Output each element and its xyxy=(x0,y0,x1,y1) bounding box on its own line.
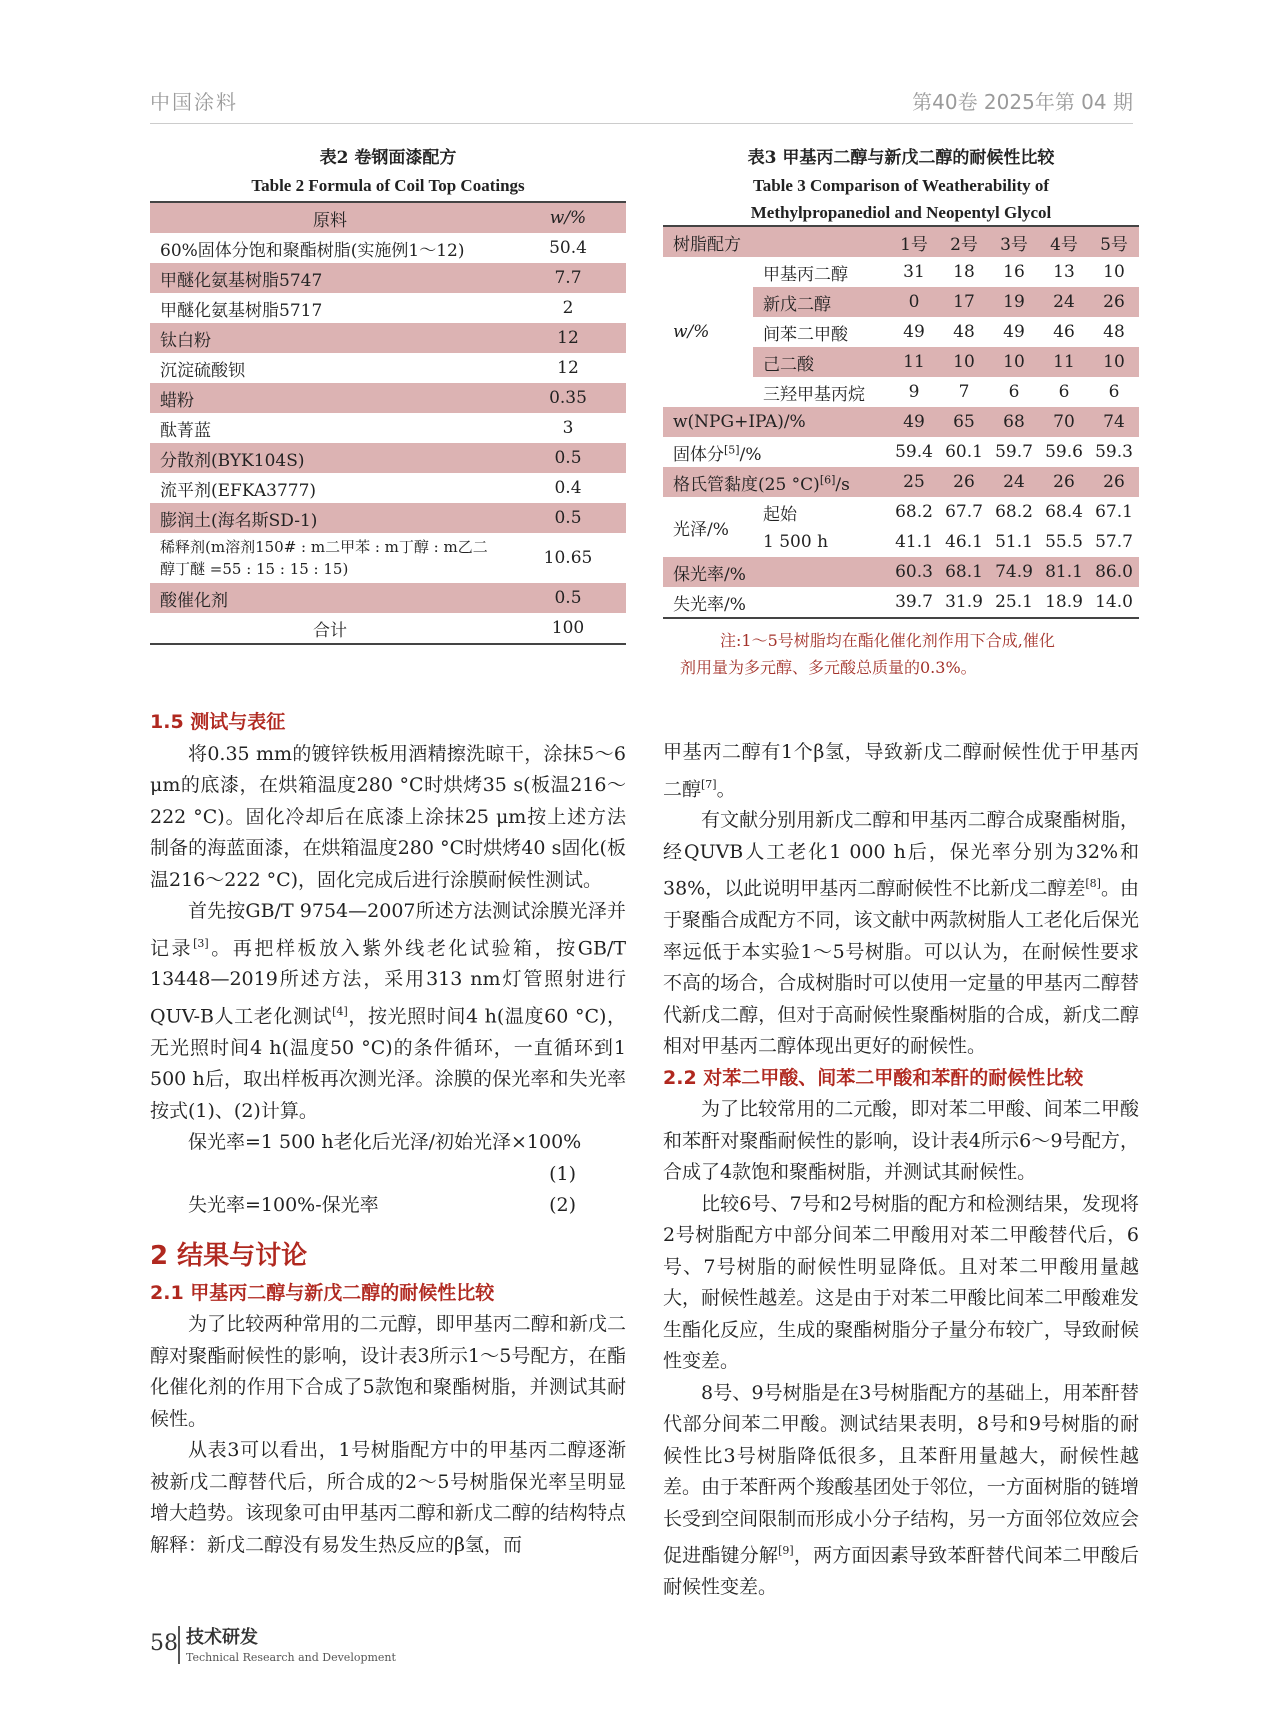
table2-row xyxy=(150,323,626,353)
table2-col-material: 原料 xyxy=(150,202,510,233)
table2-value: 0.5 xyxy=(510,503,626,533)
table2-row xyxy=(150,383,626,413)
table2-caption-cn: 表2 卷钢面漆配方 xyxy=(319,148,457,168)
table2-row xyxy=(150,233,626,263)
table3-loss-row-value: 25.1 xyxy=(989,587,1039,618)
table3-col-formula: 树脂配方 xyxy=(663,226,889,257)
visc-label-text: 格氏管黏度(25 °C) xyxy=(673,474,820,495)
table3-comp-value: 6 xyxy=(1108,382,1120,402)
table3-gloss-1500-value: 57.7 xyxy=(1095,532,1133,552)
table2-value: 0.5 xyxy=(510,583,626,613)
table3-note-line2: 剂用量为多元醇、多元酸总质量的0.3%。 xyxy=(680,658,977,677)
table3-note-line1: 注:1～5号树脂均在酯化催化剂作用下合成,催化 xyxy=(720,631,1055,650)
right-para-1: 甲基丙二醇有1个β氢，导致新戊二醇耐候性优于甲基丙二醇[7]。 xyxy=(663,741,1139,800)
table3-gloss-1500-value: 46.1 xyxy=(945,532,983,552)
table3-gloss-1500-value: 51.1 xyxy=(995,532,1033,552)
table3-comp-value: 46 xyxy=(1053,322,1075,342)
table3-comp-value: 6 xyxy=(1008,382,1020,402)
section-2-2-heading: 2.2 对苯二甲酸、间苯二甲酸和苯酐的耐候性比较 xyxy=(663,1066,1084,1089)
left-para-4: 从表3可以看出，1号树脂配方中的甲基丙二醇逐渐被新戊二醇替代后，所合成的2～5号树脂保光率呈明显增大趋势。该现象可由甲基丙二醇和新戊二醇的结构特点解释：新戊二醇没有易发生热反应的β氢，而 xyxy=(150,1439,626,1556)
table2-row xyxy=(150,443,626,473)
footer-divider xyxy=(178,1626,180,1664)
table2-row xyxy=(150,263,626,293)
table3-gloss-start-value: 68.2 xyxy=(995,502,1033,522)
table3-comp-value: 18 xyxy=(953,262,975,282)
table3-solid-row-label xyxy=(663,437,889,467)
table3-comp-row xyxy=(663,257,1139,287)
table3-loss-row-value: 39.7 xyxy=(889,587,939,618)
solid-unit: /% xyxy=(739,444,762,465)
table3-col-2: 2号 xyxy=(939,226,989,257)
table3-retention-row xyxy=(663,557,1139,587)
table3-col-3: 3号 xyxy=(989,226,1039,257)
table3-npg-row xyxy=(663,407,1139,437)
table3-npg-row-value: 68 xyxy=(989,407,1039,437)
table3-comp-value: 7 xyxy=(958,382,970,402)
table3-w-label: w/% xyxy=(673,322,710,342)
left-para-2: 首先按GB/T 9754—2007所述方法测试涂膜光泽并记录[3]。再把样板放入紫外线老化试验箱，按GB/T 13448—2019所述方法，采用313 nm灯管照射进行QUV-B人工老化测试[4]，按光照时间4 h(温度60 °C)，无光照时间4 h(温度50 °C)的条件循环，一直循环到1 500 h后，取出样板再次测光泽。涂膜的保光率和失光率按式(1)、(2)计算。 xyxy=(150,900,626,1122)
table2-row xyxy=(150,353,626,383)
equation-1: 保光率=1 500 h老化后光泽/初始光泽×100% xyxy=(188,1131,582,1154)
table2-row xyxy=(150,413,626,443)
table2-material: 酸催化剂 xyxy=(150,583,510,613)
table3-comp-value: 0 xyxy=(889,287,939,317)
table2-row xyxy=(150,583,626,613)
table3-retention-row-value: 81.1 xyxy=(1039,557,1089,587)
table2-row xyxy=(150,473,626,503)
table3-retention-row-value: 68.1 xyxy=(939,557,989,587)
table3-npg-row-value: 74 xyxy=(1089,407,1139,437)
right-column xyxy=(663,737,1139,1603)
table2-value: 12 xyxy=(510,323,626,353)
table3-gloss-1500-label: 1 500 h xyxy=(763,532,829,552)
table3-comp-value: 6 xyxy=(1058,382,1070,402)
solid-label-text: 固体分 xyxy=(673,444,724,465)
table3-comp-value: 10 xyxy=(1103,262,1125,282)
table2-caption xyxy=(150,145,626,199)
table2-material: 蜡粉 xyxy=(150,383,510,413)
table2-value: 2 xyxy=(562,298,574,318)
footer-section-cn: 技术研发 xyxy=(186,1627,258,1648)
table3-comp-value: 26 xyxy=(1089,287,1139,317)
table3-comp-value: 10 xyxy=(1089,347,1139,377)
table3-solid-row-value: 59.6 xyxy=(1045,442,1083,462)
table3-comp-value: 16 xyxy=(1003,262,1025,282)
table3-comp-value: 48 xyxy=(1103,322,1125,342)
table3-note xyxy=(680,627,1140,681)
table3-comp-name: 己二酸 xyxy=(753,347,889,377)
table3-comp-value: 9 xyxy=(908,382,920,402)
section-2-1-heading: 2.1 甲基丙二醇与新戊二醇的耐候性比较 xyxy=(150,1281,495,1304)
footer-section-en: Technical Research and Development xyxy=(186,1651,396,1664)
table3-visc-row-value: 24 xyxy=(989,467,1039,497)
table2-material: 沉淀硫酸钡 xyxy=(160,360,245,381)
table3-gloss-start-label: 起始 xyxy=(763,504,797,525)
table3-caption-cn: 表3 甲基丙二醇与新戊二醇的耐候性比较 xyxy=(747,148,1055,168)
table3-loss-row xyxy=(663,587,1139,618)
table3-comp-value: 48 xyxy=(953,322,975,342)
table2-row xyxy=(150,533,626,583)
table3-solid-row-value: 59.3 xyxy=(1095,442,1133,462)
table2 xyxy=(150,201,626,645)
table2-row xyxy=(150,503,626,533)
table2-caption-en: Table 2 Formula of Coil Top Coatings xyxy=(251,176,525,195)
table3-comp-name: 甲基丙二醇 xyxy=(763,264,848,285)
section-2-heading: 2 结果与讨论 xyxy=(150,1240,308,1271)
table3-visc-row xyxy=(663,467,1139,497)
visc-unit: /s xyxy=(835,474,850,495)
table3-retention-row-value: 60.3 xyxy=(889,557,939,587)
ref-6: [6] xyxy=(819,472,836,486)
table3-visc-row-value: 26 xyxy=(1089,467,1139,497)
table2-material: 甲醚化氨基树脂5747 xyxy=(150,263,510,293)
ref-3: [3] xyxy=(193,936,209,950)
table2-value: 0.35 xyxy=(510,383,626,413)
table3-caption-en-1: Table 3 Comparison of Weatherability of xyxy=(752,176,1050,195)
table3-retention-row-value: 74.9 xyxy=(989,557,1039,587)
table3-gloss-start-value: 67.1 xyxy=(1095,502,1133,522)
table3-loss-row-value: 18.9 xyxy=(1039,587,1089,618)
table3-comp-value: 10 xyxy=(989,347,1039,377)
table3-npg-row-label: w(NPG+IPA)/% xyxy=(663,407,889,437)
table3-comp-name: 新戊二醇 xyxy=(753,287,889,317)
table3-gloss-start-value: 68.4 xyxy=(1045,502,1083,522)
table3-col-5: 5号 xyxy=(1089,226,1139,257)
table3-loss-row-value: 31.9 xyxy=(939,587,989,618)
table3-gloss-start-row xyxy=(663,497,1139,527)
ref-5: [5] xyxy=(724,442,740,456)
table2-material: 甲醚化氨基树脂5717 xyxy=(160,300,323,321)
left-column xyxy=(150,707,626,1561)
header-rule xyxy=(150,123,1133,124)
table2-material: 分散剂(BYK104S) xyxy=(150,443,510,473)
ref-8: [8] xyxy=(1085,877,1101,891)
table3-loss-row-label: 失光率/% xyxy=(663,587,889,618)
table3-comp-value: 49 xyxy=(1003,322,1025,342)
table3-comp-value: 49 xyxy=(903,322,925,342)
issue-info: 第40卷 2025年第 04 期 xyxy=(912,90,1133,114)
table2-material: 酞菁蓝 xyxy=(160,420,211,441)
table3-caption xyxy=(663,145,1139,226)
table3-visc-row-value: 26 xyxy=(939,467,989,497)
table3-comp-value: 13 xyxy=(1053,262,1075,282)
ref-7: [7] xyxy=(701,777,717,791)
table3-caption-en-2: Methylpropanediol and Neopentyl Glycol xyxy=(750,203,1052,222)
table3-visc-row-label xyxy=(663,467,889,497)
table3-col-4: 4号 xyxy=(1039,226,1089,257)
table2-material: 稀释剂(m溶剂150# : m二甲苯 : m丁醇 : m乙二醇丁醚 =55 : 15 : 15 : 15) xyxy=(160,538,488,578)
section-1-5-heading: 1.5 测试与表征 xyxy=(150,711,286,733)
table3-visc-row-value: 26 xyxy=(1039,467,1089,497)
table2-material: 膨润土(海名斯SD-1) xyxy=(150,503,510,533)
table3-comp-value: 19 xyxy=(989,287,1039,317)
table2-col-w: w/% xyxy=(510,202,626,233)
table2-row xyxy=(150,293,626,323)
table3-col-1: 1号 xyxy=(889,226,939,257)
table3-gloss-label: 光泽/% xyxy=(673,519,729,540)
page-number: 58 xyxy=(150,1631,178,1656)
table2-total-label: 合计 xyxy=(150,613,510,644)
right-para-3: 为了比较常用的二元酸，即对苯二甲酸、间苯二甲酸和苯酐对聚酯耐候性的影响，设计表4所示6～9号配方，合成了4款饱和聚酯树脂，并测试其耐候性。 xyxy=(663,1098,1139,1184)
table2-material: 流平剂(EFKA3777) xyxy=(160,480,317,501)
table3-comp-name: 间苯二甲酸 xyxy=(763,324,848,345)
table2-value: 3 xyxy=(562,418,574,438)
table3-retention-row-value: 86.0 xyxy=(1089,557,1139,587)
left-para-3: 为了比较两种常用的二元醇，即甲基丙二醇和新戊二醇对聚酯耐候性的影响，设计表3所示1～5号配方，在酯化催化剂的作用下合成了5款饱和聚酯树脂，并测试其耐候性。 xyxy=(150,1313,626,1430)
table2-value: 10.65 xyxy=(543,548,593,568)
equation-1-number: (1) xyxy=(549,1162,576,1185)
table3-npg-row-value: 70 xyxy=(1039,407,1089,437)
right-para-4: 比较6号、7号和2号树脂的配方和检测结果，发现将2号树脂配方中部分间苯二甲酸用对苯二甲酸替代后，6号、7号树脂的耐候性明显降低。且对苯二甲酸用量越大，耐候性越差。这是由于对苯二甲酸比间苯二甲酸难发生酯化反应，生成的聚酯树脂分子量分布较广，导致耐候性变差。 xyxy=(663,1192,1139,1373)
table3-comp-value: 24 xyxy=(1039,287,1089,317)
table3-retention-row-label: 保光率/% xyxy=(663,557,889,587)
table3-comp-value: 31 xyxy=(903,262,925,282)
table2-value: 7.7 xyxy=(510,263,626,293)
equation-2: 失光率=100%-保光率 (2) xyxy=(188,1194,576,1217)
table3-solid-row-value: 59.7 xyxy=(995,442,1033,462)
table3-gloss-1500-value: 41.1 xyxy=(895,532,933,552)
table3-gloss-start-value: 67.7 xyxy=(945,502,983,522)
ref-9: [9] xyxy=(778,1544,794,1558)
table3-gloss-1500-value: 55.5 xyxy=(1045,532,1083,552)
table3 xyxy=(663,225,1139,619)
journal-name: 中国涂料 xyxy=(150,90,238,114)
table3-comp-value: 10 xyxy=(939,347,989,377)
table2-value: 12 xyxy=(557,358,579,378)
table2-total-value: 100 xyxy=(510,613,626,644)
table3-comp-value: 11 xyxy=(1039,347,1089,377)
table3-comp-value: 17 xyxy=(939,287,989,317)
table3-comp-value: 11 xyxy=(889,347,939,377)
table3-npg-row-value: 65 xyxy=(939,407,989,437)
right-para-5: 8号、9号树脂是在3号树脂配方的基础上，用苯酐替代部分间苯二甲酸。测试结果表明，8号和9号树脂的耐候性比3号树脂降低很多，且苯酐用量越大，耐候性越差。由于苯酐两个羧酸基团处于邻位，一方面树脂的链增长受到空间限制而形成小分子结构，另一方面邻位效应会促进酯键分解[9]，两方面因素导致苯酐替代间苯二甲酸后耐候性变差。 xyxy=(663,1381,1139,1598)
table2-value: 0.5 xyxy=(510,443,626,473)
table3-visc-row-value: 25 xyxy=(889,467,939,497)
table2-material: 钛白粉 xyxy=(150,323,510,353)
left-para-1: 将0.35 mm的镀锌铁板用酒精擦洗晾干，涂抹5～6 μm的底漆，在烘箱温度280 °C时烘烤35 s(板温216～222 °C)。固化冷却后在底漆上涂抹25 μm按上述方法制备的海蓝面漆，在烘箱温度280 °C时烘烤40 s固化(板温216～222 °C)，固化完成后进行涂膜耐候性测试。 xyxy=(150,742,626,891)
ref-4: [4] xyxy=(332,1004,348,1018)
table3-solid-row xyxy=(663,437,1139,467)
table3-solid-row-value: 60.1 xyxy=(945,442,983,462)
table3-comp-name: 三羟甲基丙烷 xyxy=(763,384,865,405)
table3-npg-row-value: 49 xyxy=(889,407,939,437)
table2-material: 60%固体分饱和聚酯树脂(实施例1～12) xyxy=(160,240,465,261)
table3-loss-row-value: 14.0 xyxy=(1089,587,1139,618)
table3-gloss-start-value: 68.2 xyxy=(895,502,933,522)
table3-solid-row-value: 59.4 xyxy=(895,442,933,462)
table2-value: 50.4 xyxy=(549,238,587,258)
right-para-2: 有文献分别用新戊二醇和甲基丙二醇合成聚酯树脂，经QUVB人工老化1 000 h后，保光率分别为32%和38%，以此说明甲基丙二醇耐候性不比新戊二醇差[8]。由于聚酯合成配方不同，该文献中两款树脂人工老化后保光率远低于本实验1～5号树脂。可以认为，在耐候性要求不高的场合，合成树脂时可以使用一定量的甲基丙二醇替代新戊二醇，但对于高耐候性聚酯树脂的合成，新戊二醇相对甲基丙二醇体现出更好的耐候性。 xyxy=(663,809,1139,1058)
table2-value: 0.4 xyxy=(554,478,582,498)
